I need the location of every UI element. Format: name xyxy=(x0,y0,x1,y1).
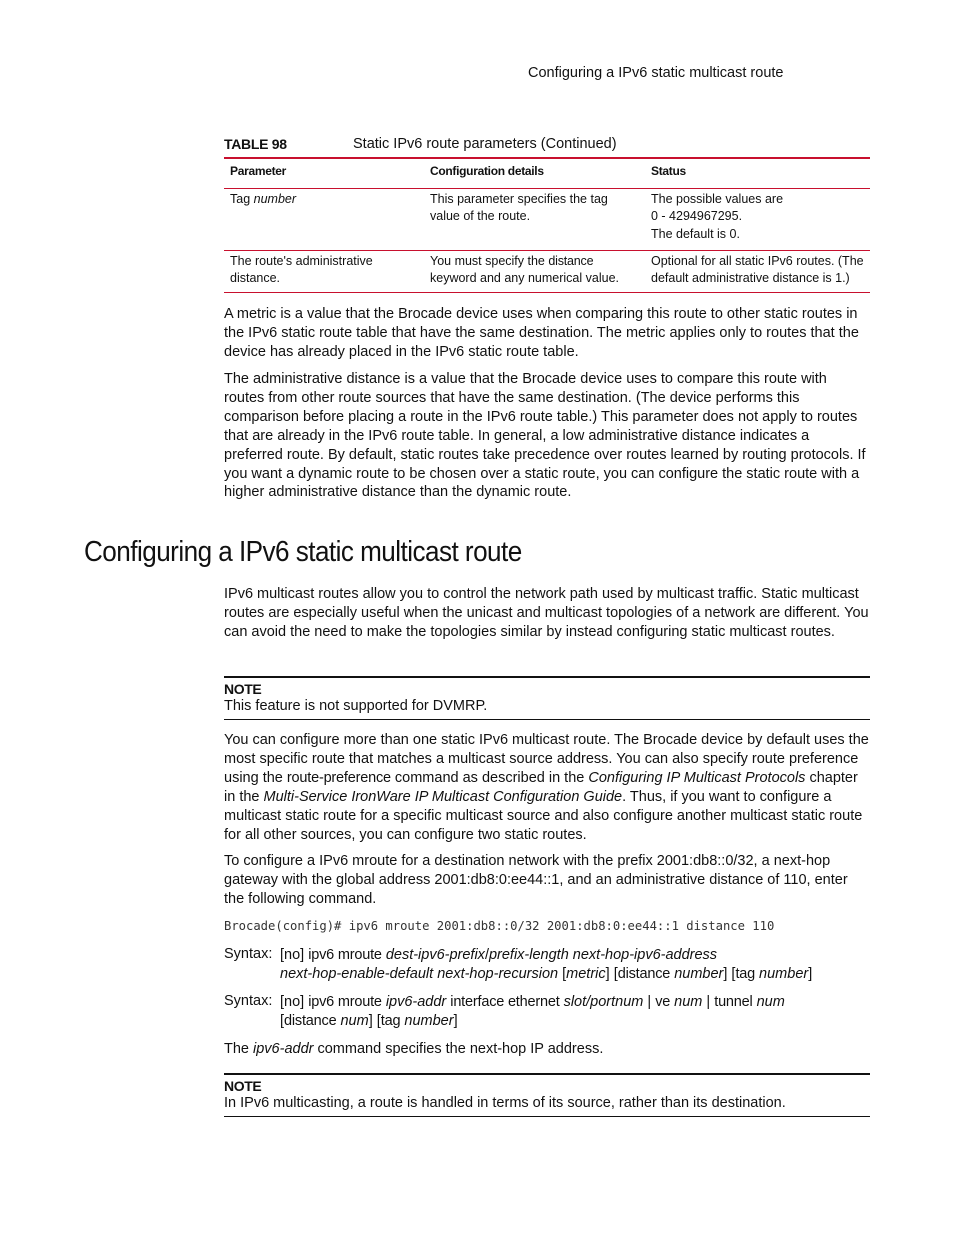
section-title: Configuring a IPv6 static multicast route xyxy=(84,536,522,568)
parameters-table xyxy=(224,157,870,293)
syntax-line-1: [no] ipv6 mroute dest-ipv6-prefix/prefix-length next-hop-ipv6-address next-hop-enable-default next-hop-recursion [metric] [distance number] [tag number] xyxy=(280,947,813,982)
note-bottom-rule xyxy=(224,719,870,720)
syntax-label: Syntax: xyxy=(224,993,273,1009)
column-header: Status xyxy=(651,163,686,178)
paragraph-example: To configure a IPv6 mroute for a destination network with the prefix 2001:db8::0/32, a next-hop gateway with the global address 2001:db8:0:ee44::1, and an administrative distance of 110, enter the following command. xyxy=(224,853,848,907)
table-cell-status: The possible values are 0 - 4294967295. The default is 0. xyxy=(651,191,784,241)
paragraph-route-preference: You can configure more than one static IPv6 multicast route. The Brocade device by default uses the most specific route that matches a multicast source address. You can also specify route preference using the route-preference command as described in the Configuring IP Multicast Protocols chapter in the Multi-Service IronWare IP Multicast Configuration Guide. Thus, if you want to configure a multicast static route for a specific multicast source and also configure another multicast static route for all other sources, you can configure two static routes. xyxy=(224,732,869,843)
reference-link: Multi-Service IronWare IP Multicast Configuration Guide xyxy=(263,788,623,805)
note-text: This feature is not supported for DVMRP. xyxy=(224,698,488,714)
reference-link: Configuring IP Multicast Protocols xyxy=(588,769,806,786)
syntax-label: Syntax: xyxy=(224,946,273,962)
table-bottom-rule xyxy=(224,292,870,293)
running-header: Configuring a IPv6 static multicast route xyxy=(528,65,784,81)
table-cell-details: This parameter specifies the tag value of the route. xyxy=(430,191,608,223)
table-label: TABLE 98 xyxy=(224,136,287,152)
code-example: Brocade(config)# ipv6 mroute 2001:db8::0/32 2001:db8:0:ee44::1 distance 110 xyxy=(224,919,775,933)
note-bottom-rule xyxy=(224,1116,870,1117)
table-header-row xyxy=(224,159,870,188)
note-top-rule xyxy=(224,676,870,678)
paragraph-ipv6-addr: The ipv6-addr command specifies the next-hop IP address. xyxy=(224,1041,604,1057)
note-label: NOTE xyxy=(224,681,262,697)
note-text: In IPv6 multicasting, a route is handled in terms of its source, rather than its destination. xyxy=(224,1095,786,1111)
paragraph-metric: A metric is a value that the Brocade device uses when comparing this route to other static routes in the IPv6 static route table that have the same destination. The metric applies only to routes that the device has already placed in the IPv6 static route table. xyxy=(224,306,859,360)
note-top-rule xyxy=(224,1073,870,1075)
table-cell-parameter: The route's administrative distance. xyxy=(230,253,373,285)
keyword-route-preference: route-preference xyxy=(286,769,391,786)
table-row xyxy=(224,251,870,292)
table-cell-status: Optional for all static IPv6 routes. (The default administrative distance is 1.) xyxy=(651,253,864,285)
table-caption: Static IPv6 route parameters (Continued) xyxy=(353,136,617,152)
column-header: Parameter xyxy=(230,163,287,178)
paragraph-admin-distance: The administrative distance is a value that the Brocade device uses to compare this route with routes from other route sources that have the same destination. (The device performs this comparison before placing a route in the IPv6 route table.) This parameter does not apply to routes that are already in the IPv6 route table. In general, a low administrative distance indicates a preferred route. By default, static routes take precedence over routes learned by routing protocols. If you want a dynamic route to be chosen over a static route, you can configure the static route with a higher administrative distance than the dynamic route. xyxy=(224,371,866,501)
paragraph-intro: IPv6 multicast routes allow you to control the network path used by multicast traffic. Static multicast routes are especially useful when the unicast and multicast topologies of a network are different. You can avoid the need to make the topologies similar by instead configuring static multicast routes. xyxy=(224,586,869,640)
syntax-line-2: [no] ipv6 mroute ipv6-addr interface ethernet slot/portnum | ve num | tunnel num [distance num] [tag number] xyxy=(280,994,785,1029)
table-cell-parameter: Tag number xyxy=(230,191,297,206)
column-header: Configuration details xyxy=(430,163,544,178)
table-row xyxy=(224,189,870,250)
table-cell-details: You must specify the distance keyword and any numerical value. xyxy=(430,253,619,285)
note-label: NOTE xyxy=(224,1078,262,1094)
